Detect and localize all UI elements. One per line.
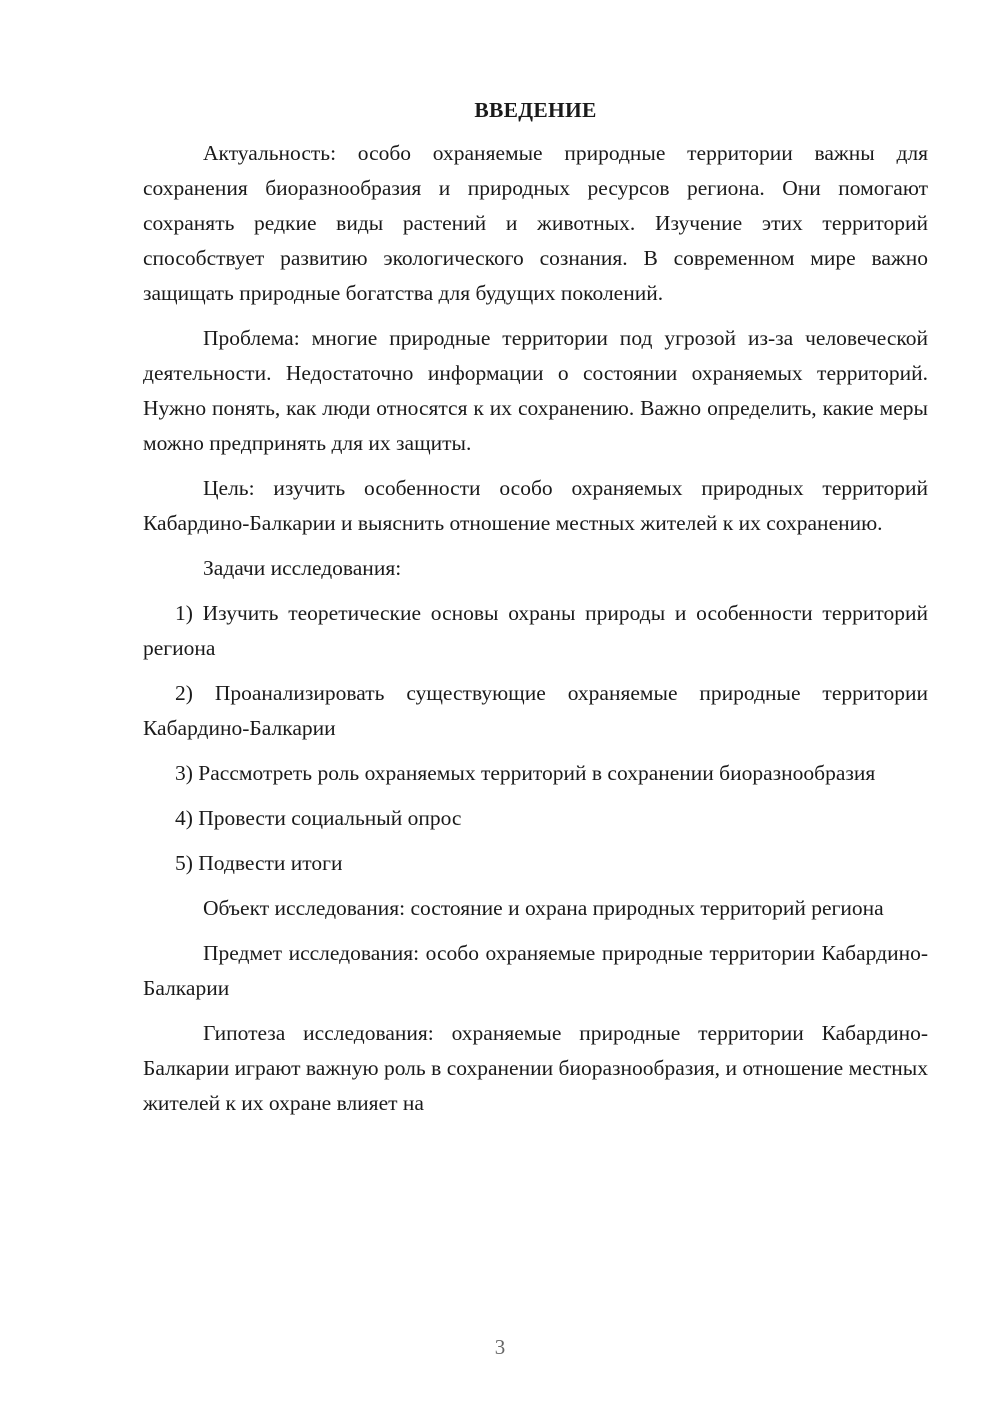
document-body <box>143 93 928 1121</box>
task-item: 4) Провести социальный опрос <box>175 806 462 830</box>
page-number: 3 <box>494 1335 506 1359</box>
hypothesis-paragraph: Гипотеза исследования: охраняемые природные территории Кабардино-Балкарии играют важную роль в сохранении биоразнообразия, и отношение местных жителей к их охране влияет на <box>143 1021 928 1115</box>
task-item: 5) Подвести итоги <box>175 851 343 875</box>
object-paragraph: Объект исследования: состояние и охрана природных территорий региона <box>203 896 884 920</box>
section-title: ВВЕДЕНИЕ <box>474 98 597 122</box>
subject-paragraph: Предмет исследования: особо охраняемые природные территории Кабардино-Балкарии <box>143 941 928 1000</box>
problem-paragraph: Проблема: многие природные территории под угрозой из-за человеческой деятельности. Недостаточно информации о состоянии охраняемых территорий. Нужно понять, как люди относятся к их сохранению. Важно определить, какие меры можно предпринять для их защиты. <box>143 326 928 455</box>
task-item: 3) Рассмотреть роль охраняемых территорий в сохранении биоразнообразия <box>175 761 876 785</box>
tasks-heading: Задачи исследования: <box>203 556 402 580</box>
goal-paragraph: Цель: изучить особенности особо охраняемых природных территорий Кабардино-Балкарии и выяснить отношение местных жителей к их сохранению. <box>143 476 928 535</box>
task-item: 2) Проанализировать существующие охраняемые природные территории Кабардино-Балкарии <box>143 681 928 740</box>
task-item: 1) Изучить теоретические основы охраны природы и особенности территорий региона <box>143 601 928 660</box>
relevance-paragraph: Актуальность: особо охраняемые природные территории важны для сохранения биоразнообразия и природных ресурсов региона. Они помогают сохранять редкие виды растений и животных. Изучение этих территорий способствует развитию экологического сознания. В современном мире важно защищать природные богатства для будущих поколений. <box>143 141 928 305</box>
